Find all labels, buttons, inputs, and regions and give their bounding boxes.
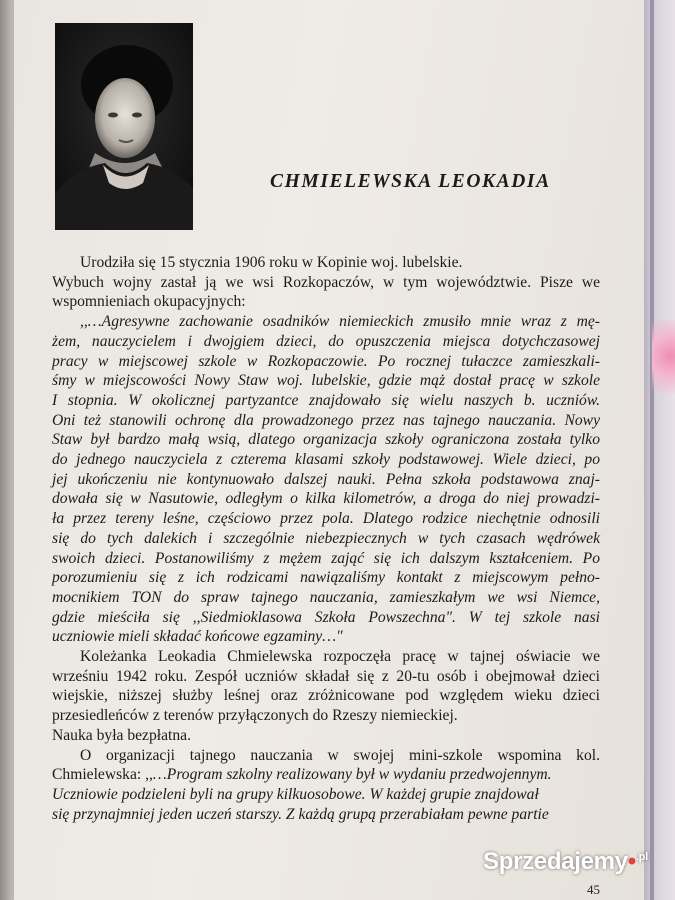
quote-line: do jednego nauczyciela z czterema klasami szkoły podstawowej. Wiele dzieci, po [52,451,600,469]
groups-line: Uczniowie podzieleni byli na grupy kilkuosobowe. [52,785,366,803]
quote-line: mocnikiem TON do spraw tajnego nauczania, zamieszkałym we wsi Niemce, [52,588,600,606]
organization-quote: ,,…Program szkolny realizowany był w wydaniu przedwojennym. [145,766,552,784]
quote-line: Staw był bardzo małą wsią, dlatego organizacja szkoły ograniczona została tylko [52,431,600,449]
quote-line: I stopnia. W okolicznej partyzantce znajdowało się wielu naszych b. uczniów. [52,391,600,409]
memoir-quote [52,312,600,647]
paragraph-work: Koleżanka Leokadia Chmielewska rozpoczęła pracę w tajnej oświacie we wrześniu 1942 roku. Zespół uczniów składał się z 20-tu osób i obejmował dzieci wiejskie, niższej służby leśnej oraz zróżnicowane pod względem wieku dzieci przesiedleńców z terenów przyłączonych do Rzeszy niemieckiej. [52,648,600,725]
page-number: 45 [587,882,600,897]
quote-line: żem, nauczycielem i dwojgiem dzieci, do opuszczenia miejsca dotychczasowej [52,332,600,350]
quote-line: śmy w miejscowości Nowy Staw woj. lubelskie, gdzie mąż dostał pracę w szkole [52,372,600,390]
quote-line: swoich dzieci. Postanowiliśmy z mężem zająć się ich dalszym kształceniem. Po [52,549,600,567]
quote-line: Oni też stanowili ochronę dla prowadzonego przez nas tajnego nauczania. Nowy [52,411,600,429]
quote-line: dowała się w Nasutowie, odległym o kilka kilometrów, a droga do niej prowadzi- [52,490,600,508]
groups-line-rest: W każdej grupie znajdował [365,785,539,803]
quote-line: jej ukończeniu nie kontynuowało dalszej nauki. Pełna szkoła podstawowa znaj- [52,470,600,488]
organization-intro: O organizacji tajnego nauczania w swojej mini-szkole wspomina kol. Chmielewska: [52,746,600,784]
paragraph-organization [52,746,600,785]
paragraph-birth: Urodziła się 15 stycznia 1906 roku w Kopinie woj. lubelskie. [80,254,463,271]
paragraph-groups [52,785,600,805]
quote-line: ła przez tereny leśne, częściowo przez pola. Dlatego rodzice niechętnie odnosili [52,510,600,528]
quote-line: się do tych dalekich i szczególnie niebezpiecznych w tych czasach wędrówek [52,529,600,547]
body-text [52,253,600,824]
quote-line: ,,…Agresywne zachowanie osadników niemieckich zmusiło mnie wraz z mę- [80,313,600,331]
paragraph-free: Nauka była bezpłatna. [52,726,191,744]
quote-line: pracy w miejscowej szkole w Rozkopaczowie. Po rocznej tułaczce zamieszkali- [52,352,600,370]
quote-line: porozumieniu się z ich rodzicami nawiązaliśmy kontakt z miejscowym pełno- [52,569,600,587]
paragraph-groups-cont: się przynajmniej jeden uczeń starszy. Z każdą grupą przerabiałam pewne partie [52,805,549,823]
portrait-photo [55,23,193,230]
page-title: CHMIELEWSKA LEOKADIA [270,171,551,192]
left-page-edge [0,0,14,900]
watermark-logo: Sprzedajemy•$^{.pl}$ [483,848,648,875]
right-page-edge [644,0,675,900]
quote-line: gdzie mieściła się ,,Siedmioklasowa Szkoła Powszechna". W tej szkole nasi [52,608,600,626]
quote-line: uczniowie mieli składać końcowe egzaminy…" [52,628,343,646]
background-flower [652,320,675,410]
paragraph-war: Wybuch wojny zastał ją we wsi Rozkopaczów, w tym województwie. Pisze we wspomnieniach okupacyjnych: [52,273,600,311]
